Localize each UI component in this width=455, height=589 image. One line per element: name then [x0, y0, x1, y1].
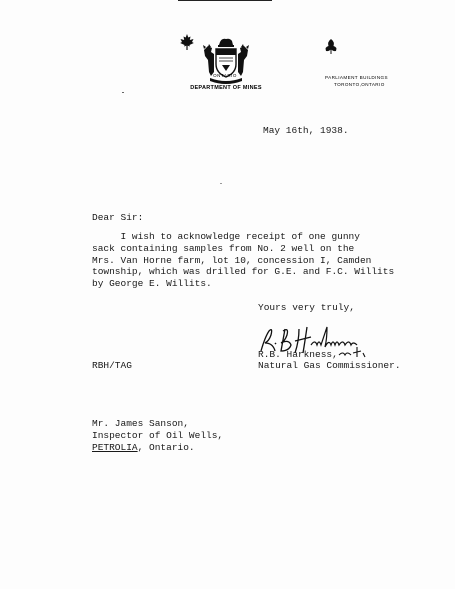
- body-line: sack containing samples from No. 2 well on the: [92, 242, 355, 254]
- letter-date: May 16th, 1938.: [263, 125, 349, 136]
- signer-name: R.B. Harkness,: [258, 349, 338, 360]
- letterhead-department: DEPARTMENT OF MINES: [190, 85, 262, 91]
- ink-speck: [220, 183, 222, 184]
- top-rule: [178, 0, 272, 1]
- coat-of-arms-icon: [202, 36, 250, 86]
- body-line: Mrs. Van Horne farm, lot 10, concession I, Camden: [92, 254, 372, 266]
- letterhead-province: ONTARIO: [213, 73, 237, 78]
- maple-leaf-icon: [180, 34, 194, 50]
- body-line: I wish to acknowledge receipt of one gunny: [92, 231, 360, 242]
- recipient-city: PETROLIA: [92, 441, 138, 453]
- recipient-address: [92, 418, 223, 453]
- letter-body: [92, 231, 394, 290]
- letterhead-address-line1: PARLIAMENT BUILDINGS: [325, 75, 388, 80]
- closing: Yours very truly,: [258, 302, 355, 313]
- signer-title: Natural Gas Commissioner.: [258, 360, 401, 371]
- recipient-location: [92, 442, 223, 454]
- salutation: Dear Sir:: [92, 212, 144, 223]
- body-line: by George E. Willits.: [92, 278, 212, 290]
- recipient-name: Mr. James Sanson,: [92, 418, 189, 429]
- trillium-icon: [324, 38, 338, 54]
- reference-initials: RBH/TAG: [92, 360, 132, 371]
- letterhead-address-line2: TORONTO,ONTARIO: [334, 82, 385, 87]
- recipient-province: , Ontario.: [137, 441, 195, 453]
- recipient-title: Inspector of Oil Wells,: [92, 429, 224, 441]
- ink-speck: [122, 92, 124, 93]
- body-line: township, which was drilled for G.E. and F.C. Willits: [92, 266, 395, 278]
